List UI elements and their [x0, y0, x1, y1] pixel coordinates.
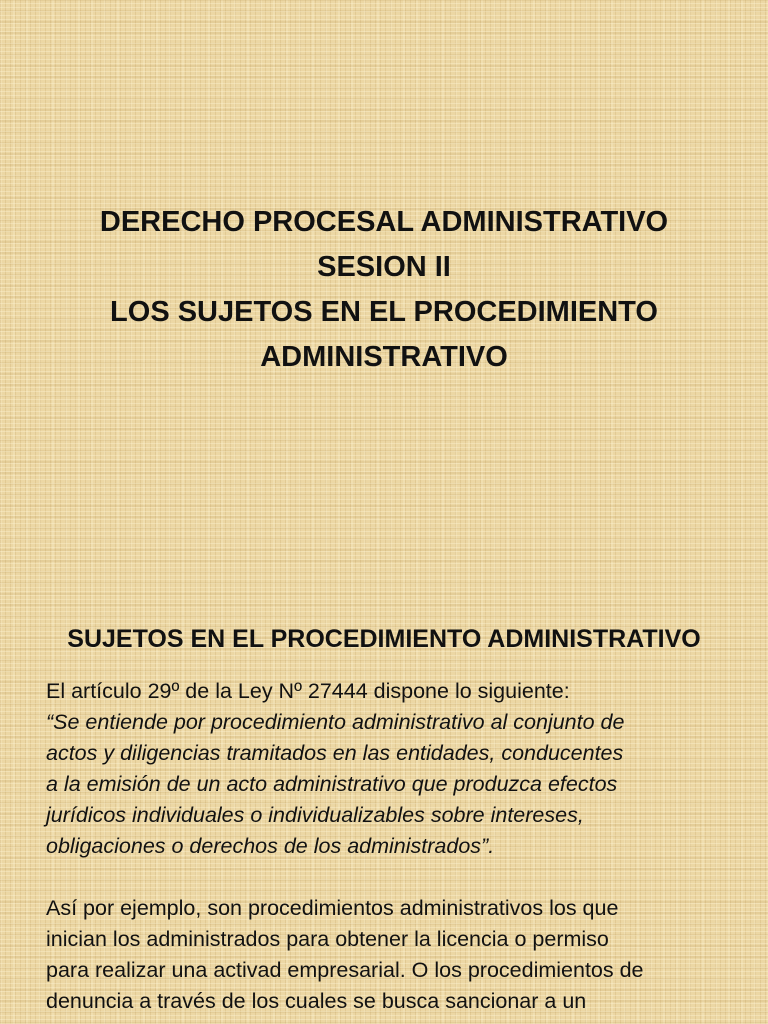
title-line-topic: LOS SUJETOS EN EL PROCEDIMIENTO: [110, 296, 658, 328]
example-paragraph: [46, 893, 746, 1017]
quote-line: a la emisión de un acto administrativo que produzca efectos: [46, 772, 618, 796]
article-quote: [46, 707, 746, 862]
slide-title: [0, 196, 768, 376]
quote-line: actos y diligencias tramitados en las entidades, conducentes: [46, 741, 624, 765]
title-line-session: SESION II: [317, 251, 451, 283]
intro-line: El artículo 29º de la Ley Nº 27444 dispone lo siguiente:: [46, 679, 570, 703]
paragraph-gap: [46, 862, 746, 893]
quote-line: jurídicos individuales o individualizables sobre intereses,: [46, 803, 584, 827]
title-line-course: DERECHO PROCESAL ADMINISTRATIVO: [99, 206, 669, 238]
quote-line: obligaciones o derechos de los administrados”.: [46, 834, 495, 858]
example-line: denuncia a través de los cuales se busca sancionar a un: [46, 989, 587, 1013]
section-heading: SUJETOS EN EL PROCEDIMIENTO ADMINISTRATIVO: [67, 625, 701, 653]
example-line: Así por ejemplo, son procedimientos administrativos los que: [46, 896, 619, 920]
body-text: [46, 676, 746, 1017]
example-line: inician los administrados para obtener la licencia o permiso: [46, 927, 609, 951]
quote-line: “Se entiende por procedimiento administrativo al conjunto de: [46, 710, 625, 734]
title-line-topic-cont: ADMINISTRATIVO: [260, 341, 508, 373]
example-line: para realizar una activad empresarial. O los procedimientos de: [46, 958, 644, 982]
